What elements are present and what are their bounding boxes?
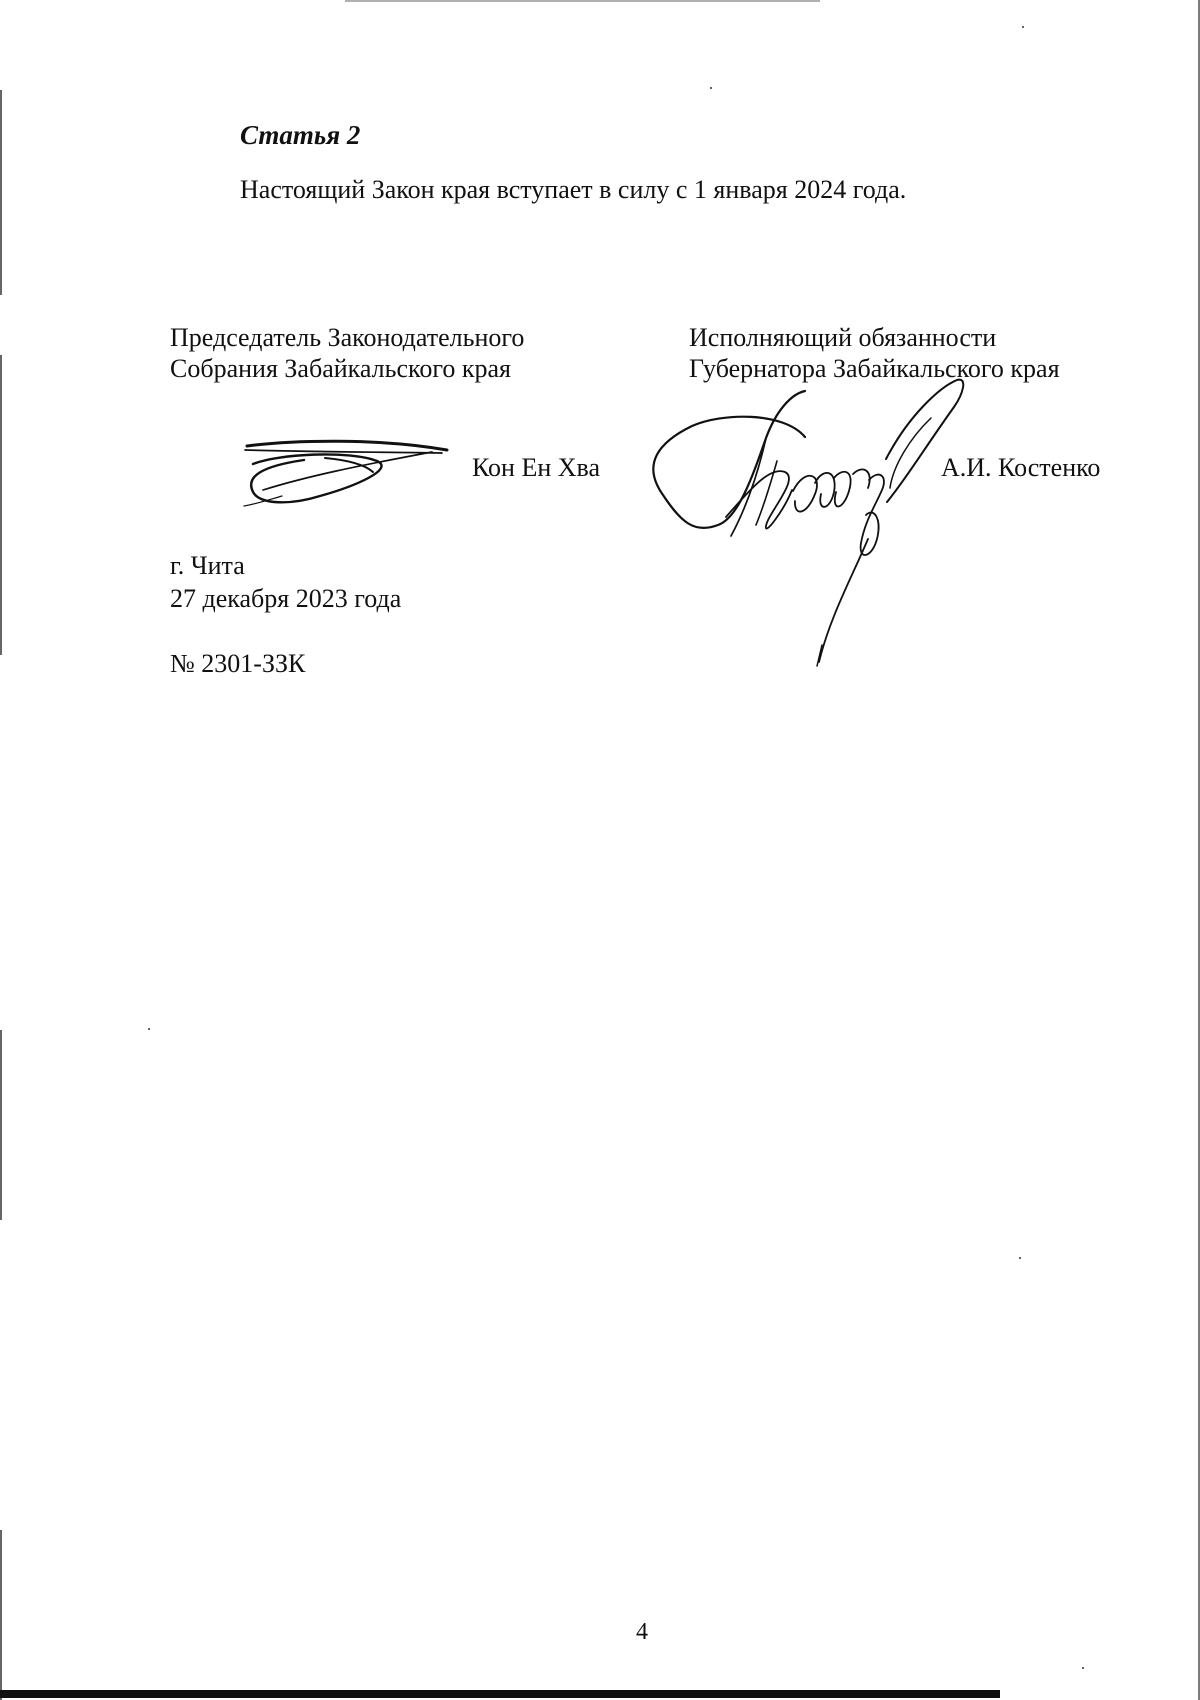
article-text: Настоящий Закон края вступает в силу с 1 января 2024 года. <box>240 175 907 204</box>
left-scan-edge-line <box>0 355 2 655</box>
scan-speck <box>1082 1667 1084 1669</box>
right-signatory-title-line: Губернатора Забайкальского края <box>689 354 1060 383</box>
signing-date: 27 декабря 2023 года <box>170 584 402 613</box>
left-signatory-title-line: Собрания Забайкальского края <box>170 354 511 383</box>
right-signatory-title <box>689 322 1060 384</box>
scan-speck <box>1019 1257 1021 1259</box>
right-signatory-name: А.И. Костенко <box>941 453 1101 482</box>
law-number: № 2301-ЗЗК <box>170 649 306 678</box>
scan-speck <box>710 87 712 89</box>
left-signatory-name: Кон Ен Хва <box>472 453 601 482</box>
left-scan-edge-line <box>0 1530 2 1700</box>
article-heading: Статья 2 <box>240 120 361 150</box>
right-signatory-title-line: Исполняющий обязанности <box>689 323 997 352</box>
right-handwritten-signature <box>640 380 1020 670</box>
signing-place: г. Чита <box>170 551 245 580</box>
left-scan-edge-line <box>0 1030 2 1220</box>
scan-top-edge-line <box>345 0 820 2</box>
left-handwritten-signature <box>235 430 460 515</box>
scan-speck <box>148 1028 150 1030</box>
scan-bottom-edge-line <box>0 1690 1000 1698</box>
left-scan-edge-line <box>0 90 2 295</box>
scan-speck <box>1022 26 1024 28</box>
left-signatory-title <box>170 322 524 384</box>
left-signatory-title-line: Председатель Законодательного <box>170 323 525 352</box>
page-number: 4 <box>636 1619 648 1645</box>
